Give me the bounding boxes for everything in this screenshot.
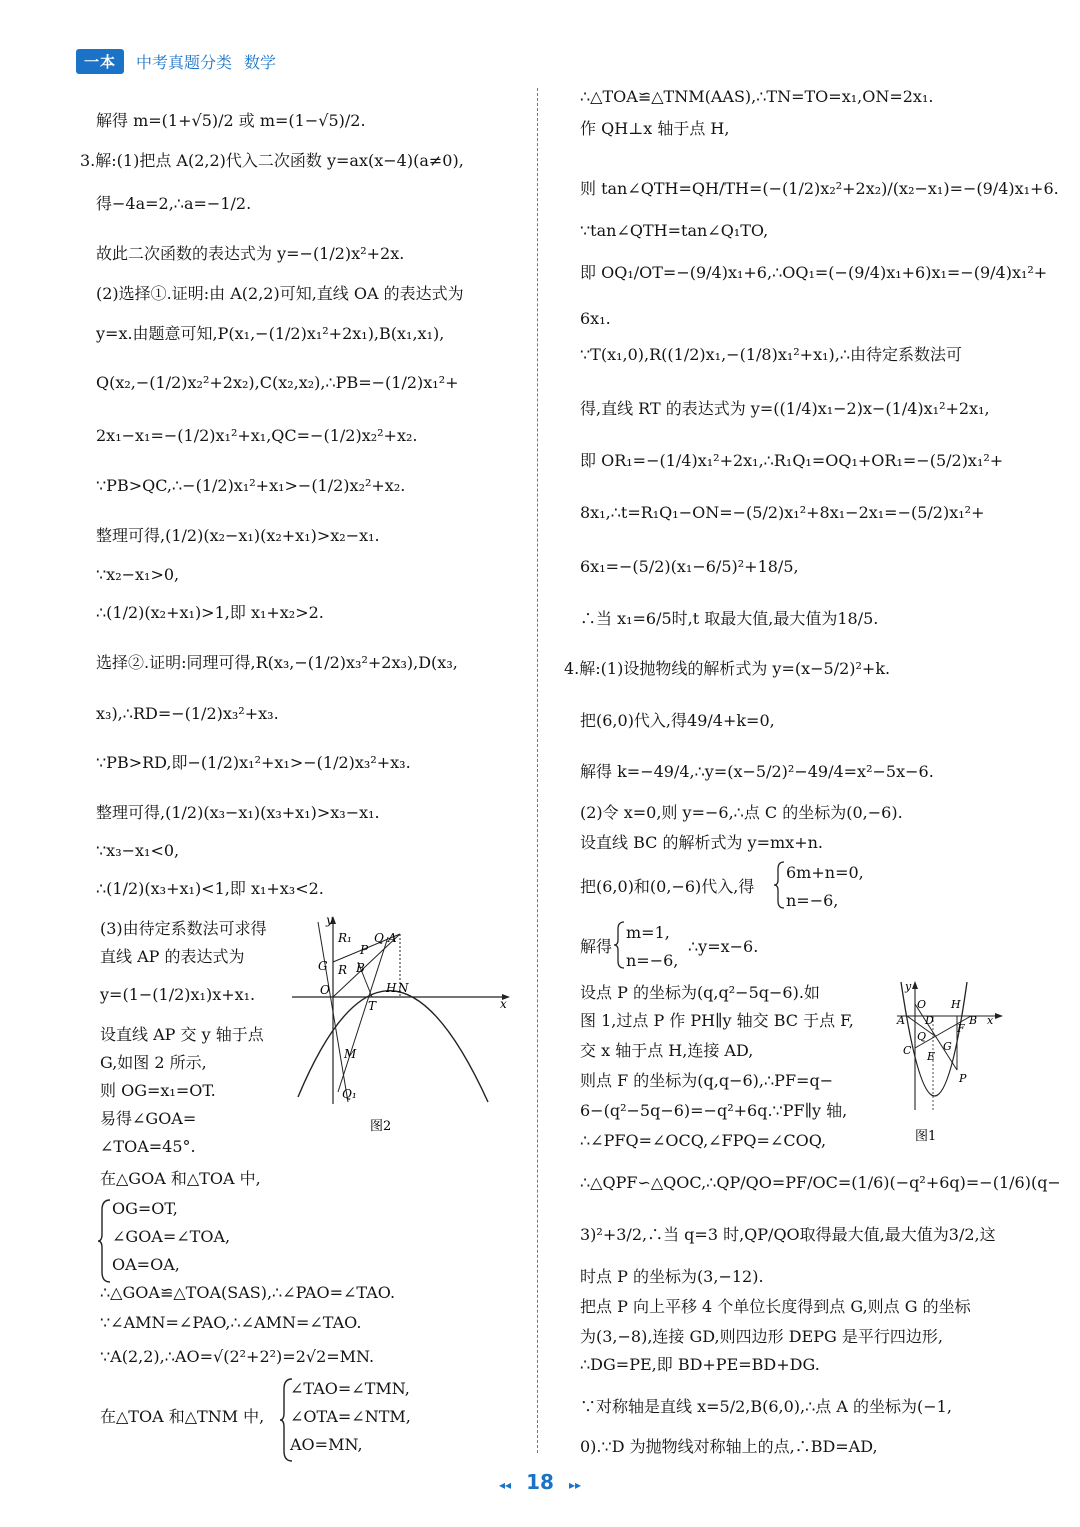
left-text-line: (2)选择①.证明:由 A(2,2)可知,直线 OA 的表达式为 [96, 284, 464, 303]
left-text-line: x₃),∴RD=−(1/2)x₃²+x₃. [96, 704, 279, 723]
right-text-line: (2)令 x=0,则 y=−6,∴点 C 的坐标为(0,−6). [580, 803, 903, 822]
left-text-line: ∵A(2,2),∴AO=√(2²+2²)=2√2=MN. [100, 1347, 375, 1366]
figure-1 [895, 980, 1005, 1154]
fig2-label-R1: R₁ [338, 931, 352, 945]
right-text-line: 图 1,过点 P 作 PH∥y 轴交 BC 于点 F, [580, 1011, 854, 1030]
left-text-line: 选择②.证明:同理可得,R(x₃,−(1/2)x₃²+2x₃),D(x₃, [96, 653, 458, 672]
page-header [76, 48, 276, 74]
fig2-label-N: N [398, 981, 409, 995]
right-text-line: n=−6, [786, 891, 839, 910]
right-text-line: 即 OR₁=−(1/4)x₁²+2x₁,∴R₁Q₁=OQ₁+OR₁=−(5/2)x₁²+ [580, 451, 1004, 470]
fig2-label-y: y [326, 913, 333, 927]
fig2-label-Q1: Q₁ [342, 1087, 357, 1101]
left-text-line: 则 OG=x₁=OT. [100, 1081, 216, 1100]
right-text-line: 6x₁=−(5/2)(x₁−6/5)²+18/5, [580, 557, 799, 576]
left-text-line: ∠GOA=∠TOA, [112, 1227, 231, 1246]
fig1-label-C: C [903, 1044, 912, 1057]
right-text-line: ∴△TOA≌△TNM(AAS),∴TN=TO=x₁,ON=2x₁. [580, 87, 934, 106]
fig2-label-M: M [344, 1047, 357, 1061]
left-text-line: 整理可得,(1/2)(x₂−x₁)(x₂+x₁)>x₂−x₁. [96, 526, 380, 545]
fig1-caption: 图1 [915, 1129, 937, 1144]
right-text-line: 时点 P 的坐标为(3,−12). [580, 1267, 764, 1286]
left-text-line: 易得∠GOA= [100, 1109, 197, 1128]
left-text-line: ∵x₃−x₁<0, [96, 841, 180, 860]
fig1-label-P: P [959, 1072, 967, 1085]
fig2-label-B: B [356, 961, 365, 975]
fig1-label-y: y [905, 980, 912, 993]
tnm-brace [280, 1377, 294, 1463]
system-brace-1 [774, 860, 786, 910]
right-text-line: n=−6, [626, 951, 679, 970]
fig1-label-F: F [957, 1022, 965, 1035]
left-text-line: 整理可得,(1/2)(x₃−x₁)(x₃+x₁)>x₃−x₁. [96, 803, 380, 822]
left-text-line: (3)由待定系数法可求得 [100, 919, 267, 938]
subject-title: 数学 [244, 52, 277, 72]
left-text-line: ∠TAO=∠TMN, [290, 1379, 410, 1398]
right-text-line: ∴DG=PE,即 BD+PE=BD+DG. [580, 1355, 820, 1374]
right-text-line: 即 OQ₁/OT=−(9/4)x₁+6,∴OQ₁=(−(9/4)x₁+6)x₁=−(9/4)x₁²+ [580, 263, 1048, 282]
left-text-line: AO=MN, [290, 1435, 363, 1454]
left-text-line: y=x.由题意可知,P(x₁,−(1/2)x₁²+2x₁),B(x₁,x₁), [96, 324, 445, 343]
fig2-label-G: G [318, 959, 328, 973]
fig1-label-G: G [943, 1040, 952, 1053]
left-text-line: 在△TOA 和△TNM 中, [100, 1407, 265, 1426]
left-text-line: 在△GOA 和△TOA 中, [100, 1169, 261, 1188]
right-text-line: 6m+n=0, [786, 863, 864, 882]
figure-2-graph [288, 912, 518, 1142]
fig1-label-x: x [987, 1014, 994, 1027]
right-text-line: 解得 [580, 937, 613, 956]
right-text-line: ∵tan∠QTH=tan∠Q₁TO, [580, 221, 769, 240]
fig1-label-A: A [897, 1014, 905, 1027]
right-text-line: 则 tan∠QTH=QH/TH=(−(1/2)x₂²+2x₂)/(x₂−x₁)=−(9/4)x₁+6. [580, 179, 1059, 198]
left-text-line: 解得 m=(1+√5)/2 或 m=(1−√5)/2. [96, 111, 366, 130]
fig1-label-B: B [969, 1014, 978, 1027]
fig1-label-O: O [917, 998, 927, 1011]
left-text-line: ∵x₂−x₁>0, [96, 565, 180, 584]
left-text-line: OA=OA, [112, 1255, 180, 1274]
left-text-line: ∴(1/2)(x₃+x₁)<1,即 x₁+x₃<2. [96, 879, 324, 898]
next-arrows-icon: ▸▸ [569, 1478, 582, 1492]
right-text-line: 把(6,0)和(0,−6)代入,得 [580, 877, 755, 896]
right-text-line: 交 x 轴于点 H,连接 AD, [580, 1041, 754, 1060]
page-footer [0, 1470, 1080, 1494]
left-text-line: 设直线 AP 交 y 轴于点 [100, 1025, 264, 1044]
left-text-line: ∵PB>QC,∴−(1/2)x₁²+x₁>−(1/2)x₂²+x₂. [96, 476, 406, 495]
left-text-line: 3.解:(1)把点 A(2,2)代入二次函数 y=ax(x−4)(a≠0), [80, 151, 464, 170]
left-text-line: OG=OT, [112, 1199, 178, 1218]
left-text-line: ∵PB>RD,即−(1/2)x₁²+x₁>−(1/2)x₃²+x₃. [96, 753, 411, 772]
right-text-line: 4.解:(1)设抛物线的解析式为 y=(x−5/2)²+k. [564, 659, 891, 678]
left-text-line: 故此二次函数的表达式为 y=−(1/2)x²+2x. [96, 244, 405, 263]
fig2-label-A: A [388, 931, 397, 945]
right-text-line: ∴∠PFQ=∠OCQ,∠FPQ=∠COQ, [580, 1131, 827, 1150]
fig1-label-E: E [927, 1050, 936, 1063]
left-text-line: ∠OTA=∠NTM, [290, 1407, 411, 1426]
left-text-line: Q(x₂,−(1/2)x₂²+2x₂),C(x₂,x₂),∴PB=−(1/2)x₁²+ [96, 373, 459, 392]
column-divider [537, 88, 538, 1453]
left-text-line: ∴△GOA≌△TOA(SAS),∴∠PAO=∠TAO. [100, 1283, 396, 1302]
left-text-line: G,如图 2 所示, [100, 1053, 207, 1072]
right-text-line: 3)²+3/2,∴当 q=3 时,QP/QO取得最大值,最大值为3/2,这 [580, 1225, 996, 1244]
right-text-line: 把(6,0)代入,得49/4+k=0, [580, 711, 775, 730]
fig2-label-T: T [368, 999, 377, 1013]
fig1-label-D: D [925, 1014, 934, 1027]
fig2-caption: 图2 [370, 1119, 392, 1134]
right-text-line: 8x₁,∴t=R₁Q₁−ON=−(5/2)x₁²+8x₁−2x₁=−(5/2)x₁²+ [580, 503, 985, 522]
system-brace-2 [614, 920, 626, 970]
right-text-line: 设直线 BC 的解析式为 y=mx+n. [580, 833, 823, 852]
fig2-label-x: x [500, 997, 507, 1011]
right-text-line: 6x₁. [580, 309, 611, 328]
right-text-line: 0).∵D 为抛物线对称轴上的点,∴BD=AD, [580, 1437, 878, 1456]
right-text-line: ∵T(x₁,0),R((1/2)x₁,−(1/8)x₁²+x₁),∴由待定系数法可 [580, 345, 963, 364]
left-text-line: ∴(1/2)(x₂+x₁)>1,即 x₁+x₂>2. [96, 603, 324, 622]
fig2-label-O: O [320, 983, 330, 997]
right-text-line: 解得 k=−49/4,∴y=(x−5/2)²−49/4=x²−5x−6. [580, 762, 934, 781]
prev-arrows-icon: ◂◂ [498, 1478, 511, 1492]
right-text-line: 作 QH⊥x 轴于点 H, [580, 119, 730, 138]
left-text-line: ∠TOA=45°. [100, 1137, 196, 1156]
right-text-line: 设点 P 的坐标为(q,q²−5q−6).如 [580, 983, 820, 1002]
left-brace [98, 1198, 112, 1284]
right-text-line: ∴当 x₁=6/5时,t 取最大值,最大值为18/5. [580, 609, 879, 628]
left-text-line: y=(1−(1/2)x₁)x+x₁. [100, 985, 256, 1004]
fig2-label-H: H [386, 981, 397, 995]
fig1-label-Q: Q [917, 1030, 927, 1043]
left-text-line: 得−4a=2,∴a=−1/2. [96, 194, 252, 213]
right-text-line: ∴△QPF∽△QOC,∴QP/QO=PF/OC=(1/6)(−q²+6q)=−(1/6)(q− [580, 1173, 1061, 1192]
fig2-label-P: P [360, 943, 369, 957]
right-text-line: 把点 P 向上平移 4 个单位长度得到点 G,则点 G 的坐标 [580, 1297, 971, 1316]
fig2-label-R: R [338, 963, 348, 977]
left-text-line: ∵∠AMN=∠PAO,∴∠AMN=∠TAO. [100, 1313, 362, 1332]
right-text-line: 得,直线 RT 的表达式为 y=((1/4)x₁−2)x−(1/4)x₁²+2x₁, [580, 399, 990, 418]
right-text-line: 为(3,−8),连接 GD,则四边形 DEPG 是平行四边形, [580, 1327, 943, 1346]
fig2-label-Q: Q [374, 931, 384, 945]
right-text-line: m=1, [626, 923, 670, 942]
left-text-line: 直线 AP 的表达式为 [100, 947, 245, 966]
figure-1-graph [895, 980, 1005, 1150]
series-title: 中考真题分类 [136, 52, 233, 72]
right-text-line: 则点 F 的坐标为(q,q−6),∴PF=q− [580, 1071, 834, 1090]
left-text-line: 2x₁−x₁=−(1/2)x₁²+x₁,QC=−(1/2)x₂²+x₂. [96, 426, 418, 445]
brand-logo: 一本 [76, 49, 124, 74]
fig1-label-H: H [951, 998, 961, 1011]
page-number: 18 [526, 1470, 554, 1494]
right-text-line: ∵对称轴是直线 x=5/2,B(6,0),∴点 A 的坐标为(−1, [580, 1397, 952, 1416]
figure-2 [288, 912, 518, 1146]
right-text-line: ∴y=x−6. [688, 937, 759, 956]
right-text-line: 6−(q²−5q−6)=−q²+6q.∵PF∥y 轴, [580, 1101, 848, 1120]
